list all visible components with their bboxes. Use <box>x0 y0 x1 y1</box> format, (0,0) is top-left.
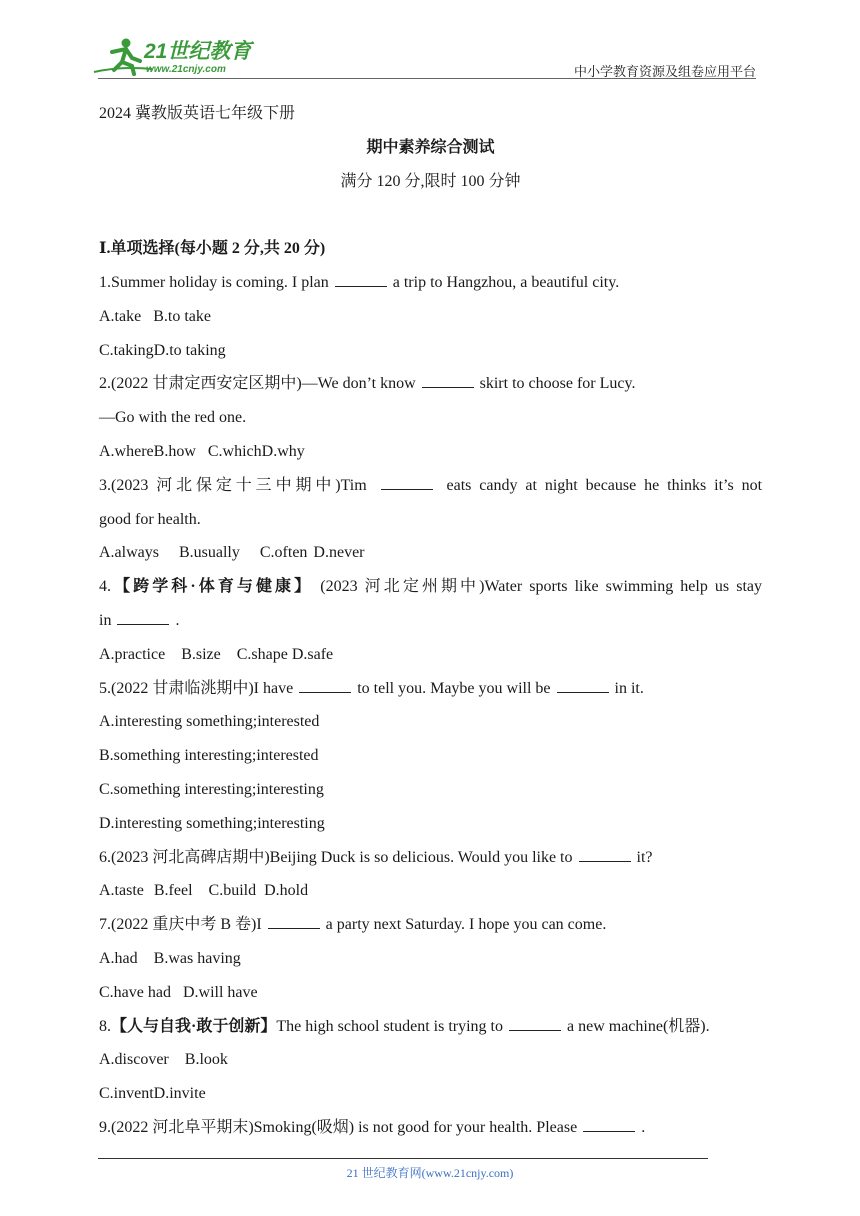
option: A.where <box>99 442 154 460</box>
answer-blank <box>299 678 351 693</box>
option: D.hold <box>264 882 309 900</box>
option: D.why <box>261 442 305 460</box>
header-divider <box>98 78 756 79</box>
option: D.never <box>313 544 365 562</box>
question-2-reply: —Go with the red one. <box>99 409 247 427</box>
question-4: 4.【跨学科·体育与健康】 (2023 河北定州期中)Water sports like swimming help us stay <box>99 578 762 596</box>
logo-text: 21世纪教育 <box>144 40 252 63</box>
option: B.something interesting;interested <box>99 747 319 765</box>
option: D.will have <box>182 983 258 1001</box>
option: B.usually <box>178 544 240 562</box>
footer-link[interactable]: 21 世纪教育网(www.21cnjy.com) <box>346 1166 514 1180</box>
question-6: 6.(2023 河北高碑店期中)Beijing Duck is so delicious. Would you like to it? <box>99 848 653 866</box>
options-8b <box>99 1077 762 1111</box>
option: C.build <box>208 882 257 900</box>
options-7a <box>99 942 762 976</box>
option: C.taking <box>99 341 154 359</box>
exam-content <box>99 97 762 1145</box>
question-4-cont: in . <box>99 611 180 629</box>
option: A.take <box>99 307 142 325</box>
question-9: 9.(2022 河北阜平期末)Smoking(吸烟) is not good for your health. Please . <box>99 1118 646 1136</box>
answer-blank <box>579 847 631 862</box>
option: C.invent <box>99 1085 154 1103</box>
option: D.safe <box>291 645 334 663</box>
topic-tag: 【跨学科·体育与健康】 <box>111 578 314 596</box>
spacer <box>99 198 762 232</box>
options-7b <box>99 976 762 1010</box>
answer-blank <box>117 610 169 625</box>
option: A.taste <box>99 882 144 900</box>
answer-blank <box>268 914 320 929</box>
option: C.which <box>207 442 262 460</box>
option: A.had <box>99 949 138 967</box>
option: B.to take <box>153 307 211 325</box>
option: D.invite <box>153 1085 206 1103</box>
question-8: 8.【人与自我·敢于创新】The high school student is trying to a new machine(机器). <box>99 1017 710 1035</box>
option: B.look <box>184 1051 228 1069</box>
options-1a <box>99 300 762 334</box>
book-name: 2024 冀教版英语七年级下册 <box>99 105 296 122</box>
exam-title: 期中素养综合测试 <box>366 138 495 156</box>
option: D.to taking <box>153 341 226 359</box>
answer-blank <box>422 373 474 388</box>
question-2: 2.(2022 甘肃定西安定区期中)—We don’t know skirt to choose for Lucy. <box>99 375 636 393</box>
question-3-cont: good for health. <box>99 510 201 528</box>
site-logo <box>92 36 262 78</box>
answer-blank <box>381 475 433 490</box>
topic-tag: 【人与自我·敢于创新】 <box>111 1017 277 1035</box>
option: C.often <box>259 544 308 562</box>
options-3 <box>99 536 762 570</box>
option: A.discover <box>99 1051 169 1069</box>
options-4 <box>99 638 762 672</box>
option: D.interesting something;interesting <box>99 814 325 832</box>
option: A.always <box>99 544 159 562</box>
option: A.practice <box>99 645 166 663</box>
answer-blank <box>335 272 387 287</box>
options-6 <box>99 874 762 908</box>
option: B.was having <box>153 949 241 967</box>
footer-divider <box>98 1158 708 1159</box>
question-1: 1.Summer holiday is coming. I plan a trip to Hangzhou, a beautiful city. <box>99 273 620 291</box>
answer-blank <box>557 678 609 693</box>
option: A.interesting something;interested <box>99 713 320 731</box>
answer-blank <box>583 1117 635 1132</box>
option: C.something interesting;interesting <box>99 780 324 798</box>
question-7: 7.(2022 重庆中考 B 卷)I a party next Saturday. I hope you can come. <box>99 916 607 934</box>
option: B.feel <box>153 882 193 900</box>
option: B.how <box>153 442 196 460</box>
section-heading: Ⅰ.单项选择(每小题 2 分,共 20 分) <box>99 240 326 258</box>
exam-subtitle: 满分 120 分,限时 100 分钟 <box>340 172 521 190</box>
options-8a <box>99 1043 762 1077</box>
option: C.have had <box>99 983 171 1001</box>
answer-blank <box>509 1016 561 1031</box>
options-1b <box>99 334 762 368</box>
logo-url: www.21cnjy.com <box>146 64 226 75</box>
options-2 <box>99 435 762 469</box>
option: C.shape <box>236 645 288 663</box>
option: B.size <box>181 645 221 663</box>
question-5: 5.(2022 甘肃临洮期中)I have to tell you. Maybe you will be in it. <box>99 679 644 697</box>
platform-name: 中小学教育资源及组卷应用平台 <box>573 64 756 79</box>
question-3: 3.(2023 河北保定十三中期中)Tim eats candy at night because he thinks it’s not <box>99 476 763 494</box>
